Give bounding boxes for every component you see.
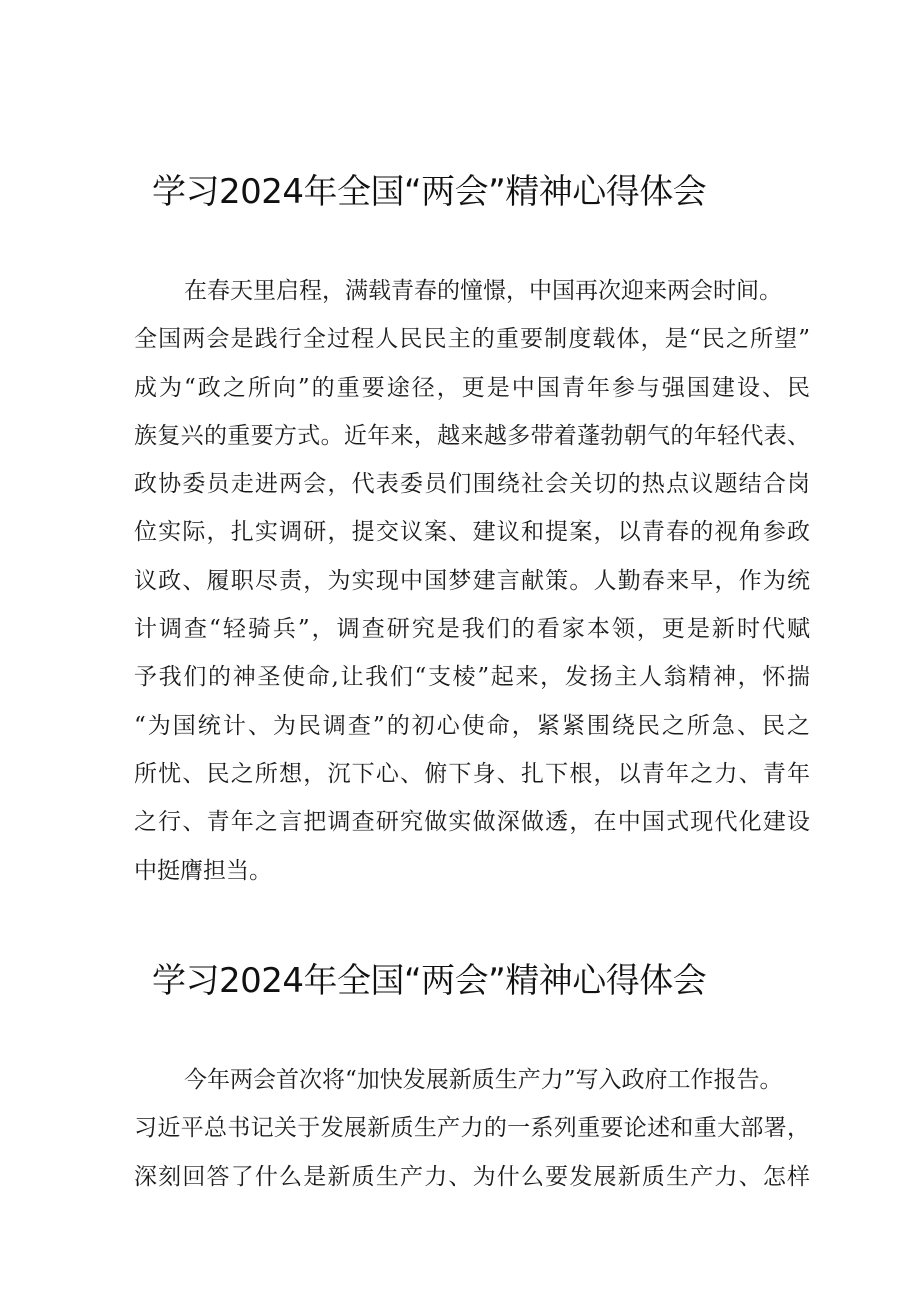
- article-body: [134, 267, 810, 895]
- paragraph-line: 成为“政之所向”的重要途径，更是中国青年参与强国建设、民: [134, 374, 810, 401]
- article-body: [134, 1056, 810, 1201]
- paragraph-line: 今年两会首次将“加快发展新质生产力”写入政府工作报告。: [184, 1067, 783, 1093]
- paragraph-line: 计调查“轻骑兵”，调查研究是我们的看家本领，更是新时代赋: [134, 616, 810, 643]
- paragraph-line: 习近平总书记关于发展新质生产力的一系列重要论述和重大部署，: [134, 1115, 810, 1142]
- paragraph-line: 所忧、民之所想，沉下心、俯下身、扎下根，以青年之力、青年: [134, 760, 810, 787]
- article-title: 学习2024年全国“两会”精神心得体会: [152, 172, 707, 212]
- paragraph-line: 族复兴的重要方式。近年来，越来越多带着蓬勃朝气的年轻代表、: [134, 422, 810, 449]
- paragraph-line: “为国统计、为民调查”的初心使命，紧紧围绕民之所急、民之: [134, 712, 810, 739]
- article-title: 学习2024年全国“两会”精神心得体会: [152, 961, 707, 1001]
- paragraph-line: 议政、履职尽责，为实现中国梦建言献策。人勤春来早，作为统: [134, 567, 810, 594]
- paragraph-line: 政协委员走进两会，代表委员们围绕社会关切的热点议题结合岗: [134, 471, 810, 498]
- paragraph-line: 深刻回答了什么是新质生产力、为什么要发展新质生产力、怎样: [134, 1163, 810, 1190]
- paragraph-line: 在春天里启程，满载青春的憧憬，中国再次迎来两会时间。: [184, 278, 782, 304]
- paragraph-line: 位实际，扎实调研，提交议案、建议和提案，以青春的视角参政: [134, 519, 810, 546]
- paragraph-line: 予我们的神圣使命,让我们“支棱”起来，发扬主人翁精神，怀揣: [134, 664, 810, 691]
- paragraph-line: 中挺膺担当。: [134, 857, 272, 884]
- paragraph-line: 之行、青年之言把调查研究做实做深做透，在中国式现代化建设: [134, 809, 810, 836]
- paragraph-line: 全国两会是践行全过程人民民主的重要制度载体，是“民之所望”: [134, 326, 810, 353]
